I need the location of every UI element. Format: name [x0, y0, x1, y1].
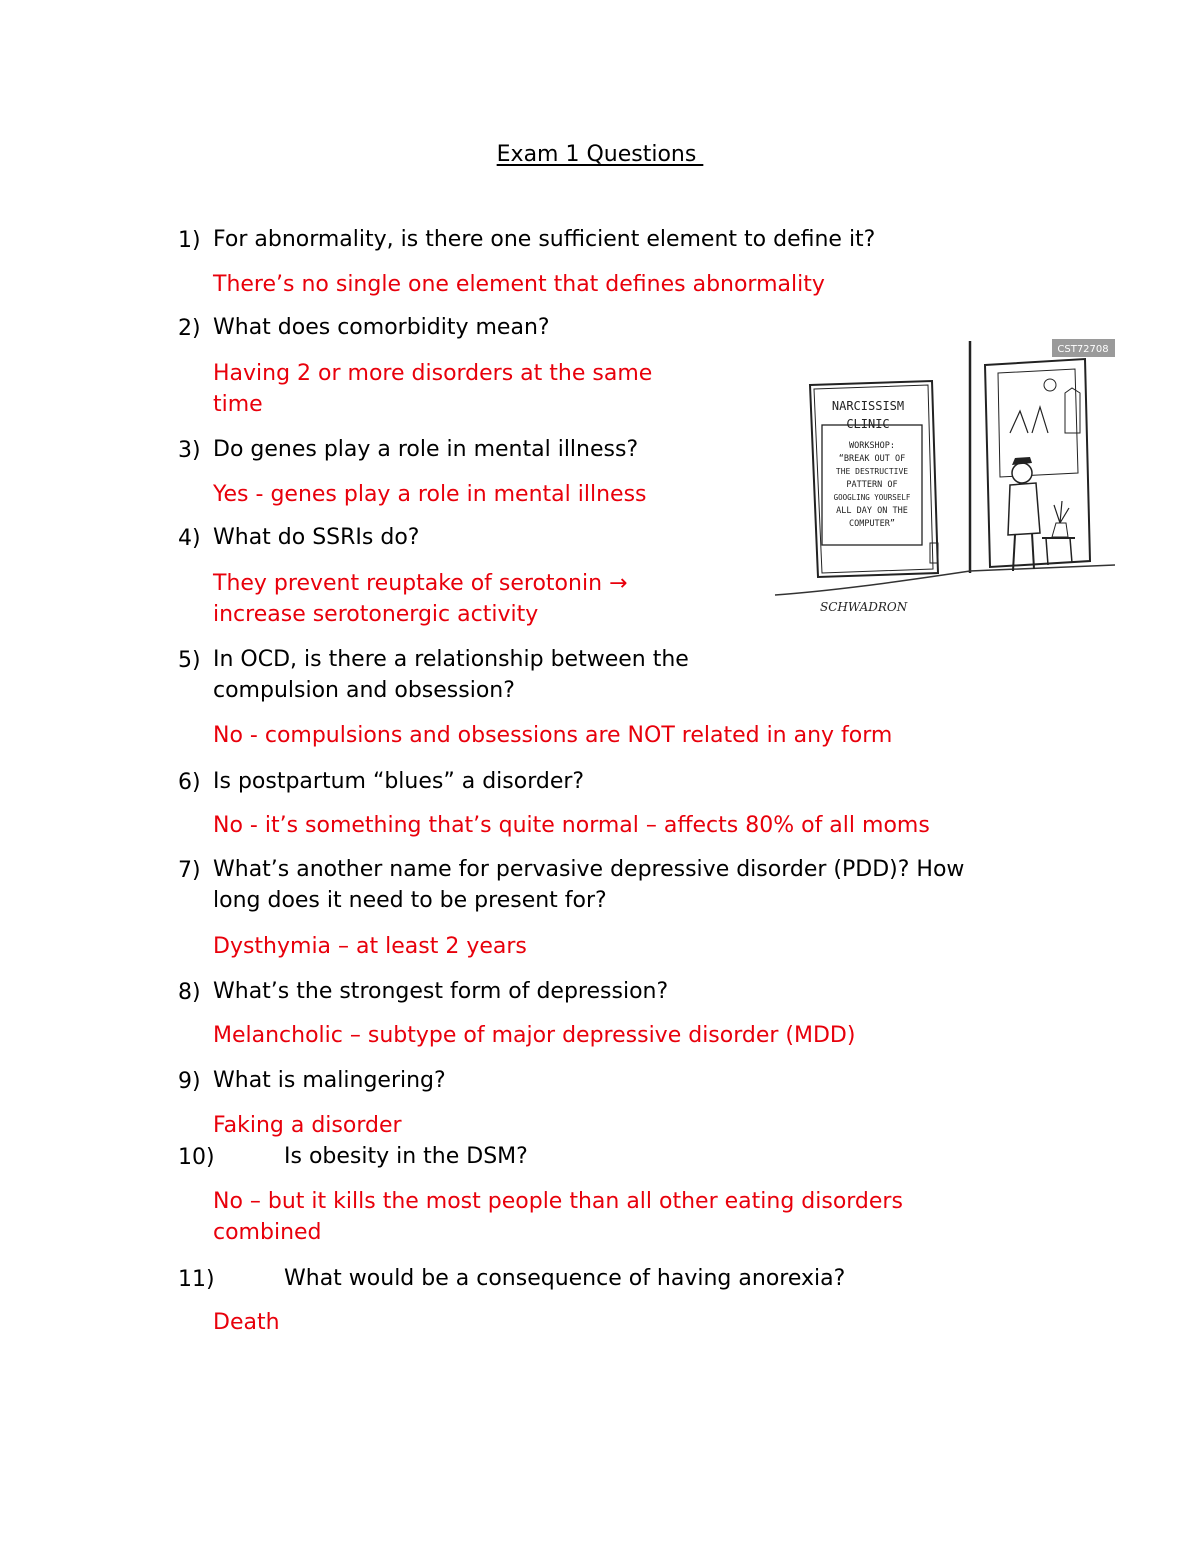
answer-text: No - it’s something that’s quite normal – affects 80% of all moms — [213, 813, 930, 838]
answer-text: They prevent reuptake of serotonin → — [213, 571, 628, 596]
answer-text: Death — [213, 1310, 280, 1335]
doorway — [985, 359, 1090, 567]
question-text: What’s another name for pervasive depressive disorder (PDD)? How — [213, 857, 965, 882]
page-title: Exam 1 Questions — [496, 142, 704, 167]
narcissism-clinic-cartoon — [770, 333, 1120, 638]
question-number: 9) — [178, 1069, 201, 1094]
answer-text: Yes - genes play a role in mental illness — [213, 482, 647, 507]
answer-text: No – but it kills the most people than all other eating disorders — [213, 1189, 903, 1214]
sign-line: PATTERN OF — [846, 480, 898, 490]
question-number: 10) — [178, 1145, 215, 1170]
question-text: Is postpartum “blues” a disorder? — [213, 769, 585, 794]
answer-text: increase serotonergic activity — [213, 602, 539, 627]
question-text: What’s the strongest form of depression? — [213, 979, 669, 1004]
cartoon-signature: SCHWADRON — [820, 600, 908, 614]
cartoon-tag-text: CST72708 — [1057, 344, 1109, 355]
question-number: 8) — [178, 980, 201, 1005]
sign-line: GOOGLING YOURSELF — [833, 493, 911, 502]
cartoon-tag — [1052, 339, 1115, 357]
question-text: Is obesity in the DSM? — [284, 1144, 528, 1169]
sign-line: THE DESTRUCTIVE — [835, 467, 909, 476]
question-number: 7) — [178, 858, 201, 883]
question-number: 4) — [178, 526, 201, 551]
answer-text: Dysthymia – at least 2 years — [213, 934, 527, 959]
sign-title-1: NARCISSISM — [831, 399, 905, 413]
question-text: compulsion and obsession? — [213, 678, 515, 703]
sign-line: COMPUTER” — [848, 519, 896, 529]
answer-text: No - compulsions and obsessions are NOT related in any form — [213, 723, 893, 748]
question-text: In OCD, is there a relationship between the — [213, 647, 689, 672]
clinic-sign — [810, 381, 938, 577]
answer-text: Faking a disorder — [213, 1113, 402, 1138]
answer-text: time — [213, 392, 263, 417]
sign-line: ALL DAY ON THE — [836, 506, 908, 516]
sign-line: WORKSHOP: — [848, 441, 896, 451]
answer-text: Having 2 or more disorders at the same — [213, 361, 653, 386]
question-number: 5) — [178, 648, 201, 673]
question-number: 2) — [178, 316, 201, 341]
answer-text: combined — [213, 1220, 322, 1245]
question-text: What would be a consequence of having anorexia? — [284, 1266, 846, 1291]
question-text: What is malingering? — [213, 1068, 446, 1093]
question-text: For abnormality, is there one sufficient element to define it? — [213, 227, 876, 252]
question-text: long does it need to be present for? — [213, 888, 607, 913]
question-text: What do SSRIs do? — [213, 525, 420, 550]
answer-text: Melancholic – subtype of major depressive disorder (MDD) — [213, 1023, 856, 1048]
question-text: What does comorbidity mean? — [213, 315, 550, 340]
sign-line: “BREAK OUT OF — [838, 454, 906, 464]
sign-title-2: CLINIC — [846, 417, 890, 431]
answer-text: There’s no single one element that defines abnormality — [213, 272, 825, 297]
question-number: 1) — [178, 228, 201, 253]
question-number: 3) — [178, 438, 201, 463]
question-text: Do genes play a role in mental illness? — [213, 437, 639, 462]
question-number: 11) — [178, 1267, 215, 1292]
question-number: 6) — [178, 770, 201, 795]
